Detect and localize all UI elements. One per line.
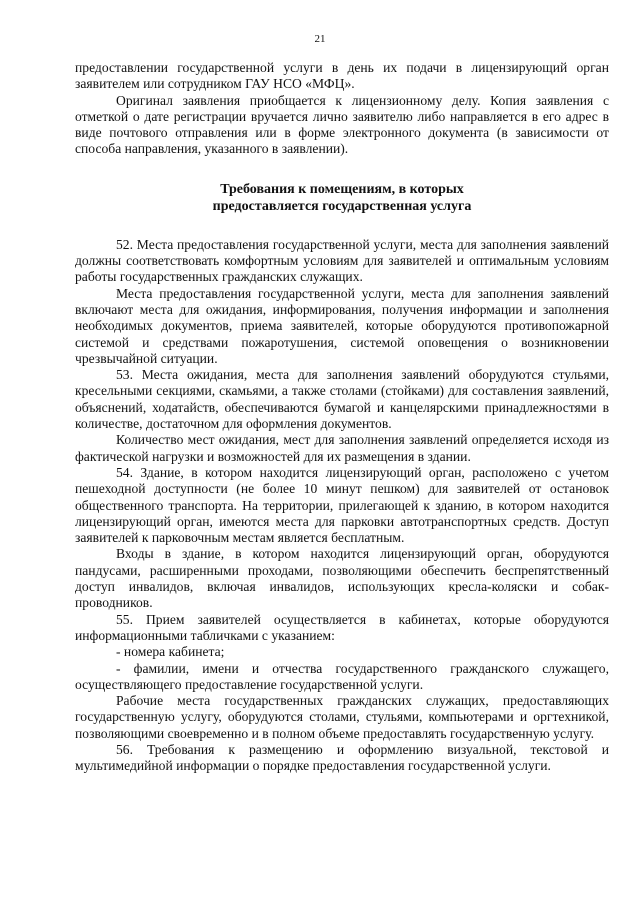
page-number: 21 <box>314 33 326 45</box>
paragraph: 53. Места ожидания, места для заполнения заявлений оборудуются стульями, кресельными секциями, скамьями, а также столами (стойками) для составления заявлений, объяснений, ходатайств, обеспечиваются бумагой и канцелярскими принадлежностями в количестве, достаточном для оформления документов. <box>75 367 609 432</box>
paragraph: предоставлении государственной услуги в день их подачи в лицензирующий орган заявителем или сотрудником ГАУ НСО «МФЦ». <box>75 60 609 92</box>
paragraph: 54. Здание, в котором находится лицензирующий орган, расположено с учетом пешеходной доступности (не более 10 минут пешком) для заявителей от остановок общественного транспорта. На территории, прилегающей к зданию, в котором находится лицензирующий орган, имеются места для парковки автотранспортных средств. Доступ заявителей к парковочным местам является бесплатным. <box>75 464 609 546</box>
paragraph: Входы в здание, в котором находится лицензирующий орган, оборудуются пандусами, расширенными проходами, позволяющими обеспечить беспрепятственный доступ инвалидов, включая инвалидов, использующих кресла-коляски и собак-проводников. <box>75 546 609 611</box>
list-item: - номера кабинета; <box>116 644 225 660</box>
paragraph: 56. Требования к размещению и оформлению визуальной, текстовой и мультимедийной информации о порядке предоставления государственной услуги. <box>75 741 609 774</box>
paragraph: 52. Места предоставления государственной услуги, места для заполнения заявлений должны соответствовать комфортным условиям для заявителей и оптимальным условиям работы государственных гражданских служащих. <box>75 236 609 285</box>
section-heading-line: предоставляется государственная услуга <box>212 198 472 214</box>
paragraph: Оригинал заявления приобщается к лицензионному делу. Копия заявления с отметкой о дате регистрации вручается лично заявителю либо направляется в его адрес в виде почтового отправления или в форме электронного документа (в зависимости от способа направления, указанного в заявлении). <box>75 92 609 157</box>
paragraph: Места предоставления государственной услуги, места для заполнения заявлений включают места для ожидания, информирования, получения информации и заполнения необходимых документов, приема заявителей, которые оборудуются противопожарной системой и средствами пожаротушения, системой оповещения о возникновении чрезвычайной ситуации. <box>75 285 609 366</box>
document-body <box>75 60 609 775</box>
paragraph: 55. Прием заявителей осуществляется в кабинетах, которые оборудуются информационными табличками с указанием: <box>75 611 609 643</box>
section-heading-line: Требования к помещениям, в которых <box>220 181 464 197</box>
paragraph: Рабочие места государственных гражданских служащих, предоставляющих государственную услугу, оборудуются столами, стульями, компьютерами и оргтехникой, позволяющими своевременно и в полном объеме предоставлять государственную услугу. <box>75 693 609 741</box>
paragraph: Количество мест ожидания, мест для заполнения заявлений определяется исходя из фактической нагрузки и возможностей для их размещения в здании. <box>75 432 609 464</box>
section-heading <box>75 181 609 215</box>
list-item: - фамилии, имени и отчества государственного гражданского служащего, осуществляющего предоставление государственной услуги. <box>75 660 609 692</box>
